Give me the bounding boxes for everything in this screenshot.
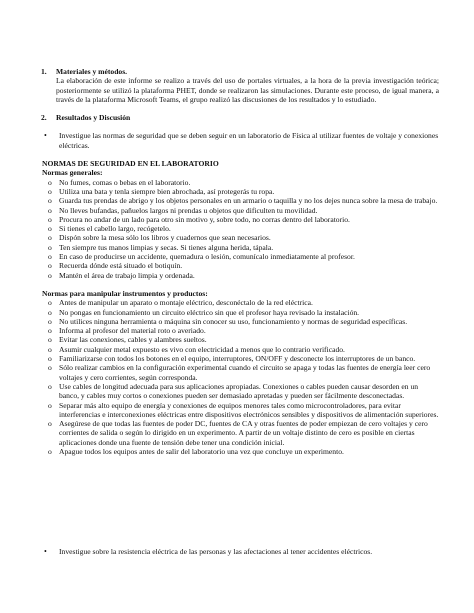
section-2-heading — [39, 113, 439, 122]
norms-block — [39, 159, 439, 456]
section-number: 2. — [41, 113, 47, 123]
list-item: o Use cables de longitud adecuada para sus aplicaciones apropiadas. Conexiones o cables pueden causar desorden en un banco, y cables muy cortos o conexiones pueden ser demasiado apretadas y pueden ser fácilmente desconectadas. — [48, 381, 419, 401]
list-item: o Ten siempre tus manos limpias y secas. Si tienes alguna herida, tápala. — [48, 242, 274, 252]
list-item: o Evitar las conexiones, cables y alambres sueltos. — [48, 335, 207, 345]
list-item: o Sólo realizar cambios en la configuración experimental cuando el circuito se apaga y todas las fuentes de energía leer cero voltajes y cero corrientes, según corresponda. — [48, 363, 431, 382]
list-item: o No pongas en funcionamiento un circuito eléctrico sin que el profesor haya revisado la instalación. — [48, 307, 360, 317]
list-item: o Asumir cualquier metal expuesto es vivo con electricidad a menos que lo contrario verificado. — [48, 344, 345, 354]
section-number: 1. — [41, 67, 47, 76]
list-item: o Procura no andar de un lado para otro sin motivo y, sobre todo, no corras dentro del laboratorio. — [48, 214, 350, 224]
list-item: o Si tienes el cabello largo, recógetelo. — [48, 224, 171, 234]
list-item: o Utiliza una bata y tenla siempre bien abrochada, así protegerás tu ropa. — [48, 186, 275, 196]
list-item: o Guarda tus prendas de abrigo y los objetos personales en un armario o taquilla y no los dejes nunca sobre la mesa de trabajo. — [48, 196, 438, 206]
list-item: o Asegúrese de que todas las fuentes de poder DC, fuentes de CA y otras fuentes de poder empiezan de cero voltajes y cero corrientes de salida o según lo dirigido en un experimento. A partir de un voltaje distinto de cero es posible en ciertas aplicaciones donde una fuente de tensión debe tener una condición inicial. — [48, 419, 428, 447]
list-item: o Dispón sobre la mesa sólo los libros y cuadernos que sean necesarios. — [48, 233, 271, 243]
list-item: o Recuerda dónde está situado el botiquín. — [48, 261, 183, 271]
question-bullet-2 — [39, 547, 459, 556]
general-norms-list — [42, 178, 439, 280]
document-body — [39, 67, 439, 456]
section-1-paragraph: La elaboración de este informe se realizo a través del uso de portales virtuales, a la hora de la previa investigación teórica; posteriormente se utilizó la plataforma PHET, donde se realizaron las simulaciones. Durante este proceso, de igual manera, a través de la plataforma Microsoft Teams, el grupo realizó las discusiones de los resultados y lo estudiado. — [56, 76, 439, 104]
section-title: Resultados y Discusión — [56, 113, 131, 123]
question-text: Investigue sobre la resistencia eléctrica de las personas y las afectaciones al tener accidentes eléctricos. — [59, 547, 373, 556]
question-text: Investigue las normas de seguridad que se deben seguir en un laboratorio de Física al utilizar fuentes de voltaje y conexiones eléctricas. — [59, 131, 439, 150]
list-item: o Separar más alto equipo de energía y conexiones de equipos menores tales como microcontroladores, para evitar interferencias e interconexiones eléctricas entre dispositivos electrónicos sensibles y dispositivos de alimentación superiores. — [48, 400, 439, 419]
list-item: o Mantén el área de trabajo limpia y ordenada. — [48, 270, 195, 280]
list-item: o Antes de manipular un aparato o montaje eléctrico, desconéctalo de la red eléctrica. — [48, 298, 313, 308]
section-1-heading — [39, 67, 439, 76]
list-item: o Informa al profesor del material roto o averiado. — [48, 326, 206, 336]
list-item: o No fumes, comas o bebas en el laboratorio. — [48, 177, 191, 187]
norms-title: NORMAS DE SEGURIDAD EN EL LABORATORIO — [42, 159, 219, 169]
list-item: o Familiarizarse con todos los botones en el equipo, interruptores, ON/OFF y desconecte los interruptores de un banco. — [48, 354, 416, 364]
list-item: o En caso de producirse un accidente, quemadura o lesión, comunícalo inmediatamente al profesor. — [48, 252, 355, 262]
bullet-marker: • — [44, 131, 47, 141]
instruments-norms-heading: Normas para manipular instrumentos y productos: — [42, 288, 208, 298]
list-item: o No lleves bufandas, pañuelos largos ni prendas u objetos que dificulten tu movilidad. — [48, 205, 318, 215]
question-bullet — [39, 131, 439, 150]
bullet-marker: • — [44, 547, 47, 556]
instruments-norms-list — [42, 298, 439, 456]
section-title: Materiales y métodos. — [56, 67, 128, 76]
list-item: o Apague todos los equipos antes de salir del laboratorio una vez que concluye un experimento. — [48, 446, 344, 456]
list-item: o No utilices ninguna herramienta o máquina sin conocer su uso, funcionamiento y normas de seguridad específicas. — [48, 316, 408, 326]
general-norms-heading: Normas generales: — [42, 168, 103, 178]
